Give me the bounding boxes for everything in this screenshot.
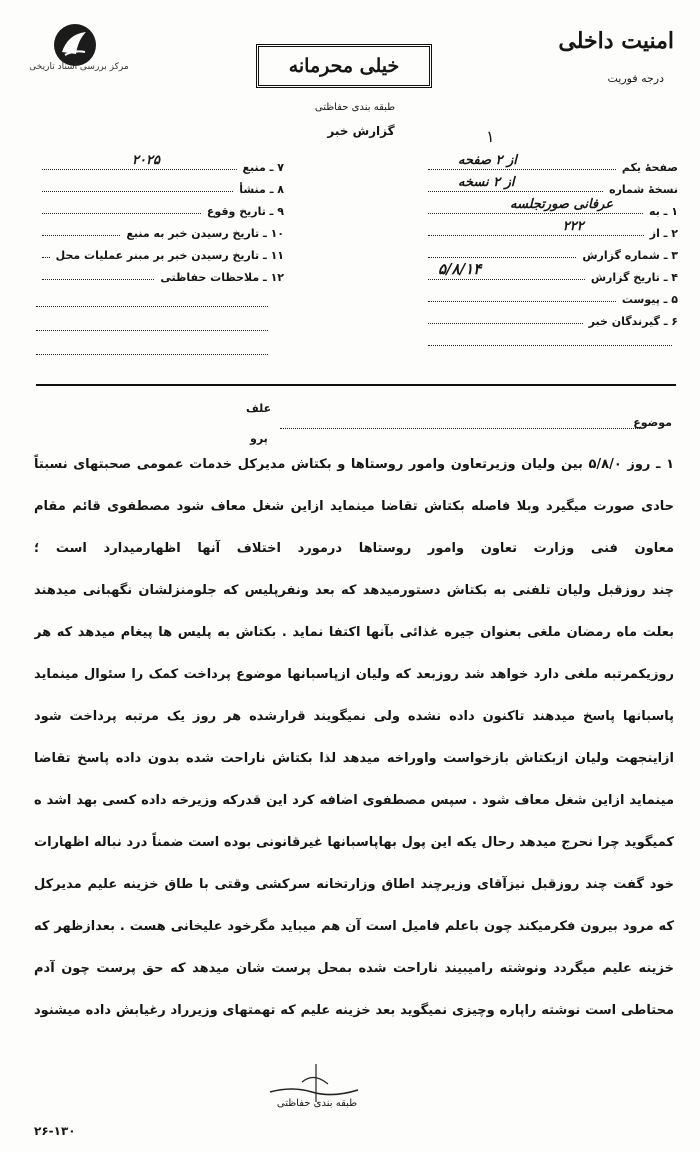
form-row (422, 240, 678, 262)
field-label: صفحهٔ یکم (621, 161, 678, 174)
signature-mark: پرو (250, 432, 268, 445)
blank-line (36, 306, 268, 307)
field-value: از ۲ نسخه (458, 175, 515, 190)
classification-label: طبقه بندی حفاظتی (314, 102, 396, 113)
form-row (36, 240, 284, 262)
field-value: ۲۰۲۵ (132, 153, 160, 168)
field-label: ۲ ـ از (649, 227, 678, 240)
handwritten-mark: ۱ (486, 127, 495, 146)
report-info-form (422, 152, 678, 350)
agency-name: امنیت داخلی (558, 28, 674, 54)
priority-label: درجه فوریت (607, 72, 664, 85)
field-label: ۱۲ ـ ملاحظات حفاظتی (160, 271, 284, 284)
field-label: ۱۰ ـ تاریخ رسیدن خبر به منبع (126, 227, 284, 240)
field-value: ۲۲۲ (562, 219, 584, 234)
form-row (422, 152, 678, 174)
archive-logo-text: مرکز بررسی اسناد تاریخی (29, 62, 129, 72)
field-label: ۱ ـ به (649, 205, 678, 218)
field-label: ۱۱ ـ تاریخ رسیدن خبر بر مبنر عملیات محل (55, 249, 284, 262)
field-label: ۸ ـ منشأ (239, 183, 284, 196)
form-row (422, 262, 678, 284)
report-title: گزارش خبر (327, 124, 395, 138)
form-row (36, 218, 284, 240)
field-label: ۴ ـ تاریخ گزارش (590, 271, 678, 284)
field-label: ۳ ـ شماره گزارش (582, 249, 678, 262)
body-paragraph: که مرود بیرون فکرمیکند چون باعلم فامیل است آن هم میباید مگرخود علیخانی هست . بعدازظهر که خزینه علیم میگردد ونوشته رامیبیند ناراحت شده بمحل پرست شان میدهد که حق پرست چون آدم محتاطی است نوشته راپاره وچیزی نمیگوید بعد خزینه علیم که تهمتهای وزیرراد رغیابش داده میشنود (34, 919, 674, 1018)
form-row (422, 328, 678, 350)
footer-classification: طبقه بندی حفاظتی (276, 1098, 358, 1109)
form-row (422, 218, 678, 240)
field-label: ۷ ـ منبع (242, 161, 284, 174)
form-row (36, 174, 284, 196)
form-row (422, 306, 678, 328)
field-label: ۵ ـ پیوست (621, 293, 678, 306)
form-row (36, 152, 284, 174)
form-row (422, 196, 678, 218)
field-value: از ۲ صفحه (458, 153, 517, 168)
subject-label: موضوع (633, 416, 672, 429)
form-row (422, 174, 678, 196)
field-value: عرفانی صورتجلسه (510, 197, 614, 212)
secrecy-stamp (256, 44, 432, 88)
page-number: ۲۶-۱۳۰ (34, 1124, 76, 1138)
form-row (36, 196, 284, 218)
blank-line (36, 354, 268, 355)
field-value: ۵/۸/۱۴ (438, 260, 482, 278)
field-label: ۶ ـ گیرندگان خبر (588, 315, 678, 328)
field-label: نسخهٔ شماره (609, 183, 678, 196)
body-paragraph: ۱ ـ روز ۵/۸/۰ بین ولیان وزیرتعاون وامور روستاها و بکتاش مدیرکل خدمات عمومی صحبتهای نسبتاً حادی صورت میگیرد وبلا فاصله بکتاش تقاضا مینماید ازاین شغل معاف شود مصطفوی قائم مقام معاون فنی وزارت تعاون وامور روستاها درمورد اختلاف آنها اظهارمیدارد است ؛ (34, 457, 674, 556)
source-info-form (36, 152, 284, 284)
form-row (36, 262, 284, 284)
report-body (34, 444, 674, 1032)
subject-line (280, 428, 642, 429)
secrecy-stamp-text: خیلی محرمانه (288, 55, 400, 77)
blank-line (36, 330, 268, 331)
form-row (422, 284, 678, 306)
signature-mark: علف (246, 402, 272, 415)
field-label: ۹ ـ تاریخ وقوع (206, 205, 284, 218)
body-paragraph: چند روزقبل ولیان تلفنی به بکتاش دستورمیدهد که بعد ونفرپلیس که جلومنزلشان نگهبانی میدهند بعلت ماه رمضان ملغی بعنوان جیره غذائی بآنها اکتفا نماید . بکتاش به پلیس ها پیغام میدهد که هر روزیکمرتبه ملغی دارد خواهد شد روزبعد که ولیان ازپاسبانها موضوع پرداخت کمک را سئوال مینماید پاسبانها پاسخ میدهند تاکنون داده نشده ولی نمیگویند قرارشده هر روز یک مرتبه پرداخت شود ازاینجهت ولیان ازبکتاش بازخواست واوراخه میدهد لذا بکتاش ناراحت شده بدون داده پاسخ تقاضا مینماید ازاین شغل معاف شود . سپس مصطفوی اضافه کرد این قدرکه وزیرخه داده کسی بهد اشد ه کمیگوید چرا نحرج میدهد رحال یکه این پول بهاپاسبانها غیرقانونی بوده است ضمناً درد نباله اظهارات خود گفت چند روزقبل نیزآقای وزیرچند اطاق وزارتخانه سرکشی وقتی با طاق خزینه علیم مدیرکل (34, 583, 674, 892)
section-divider (36, 384, 676, 386)
